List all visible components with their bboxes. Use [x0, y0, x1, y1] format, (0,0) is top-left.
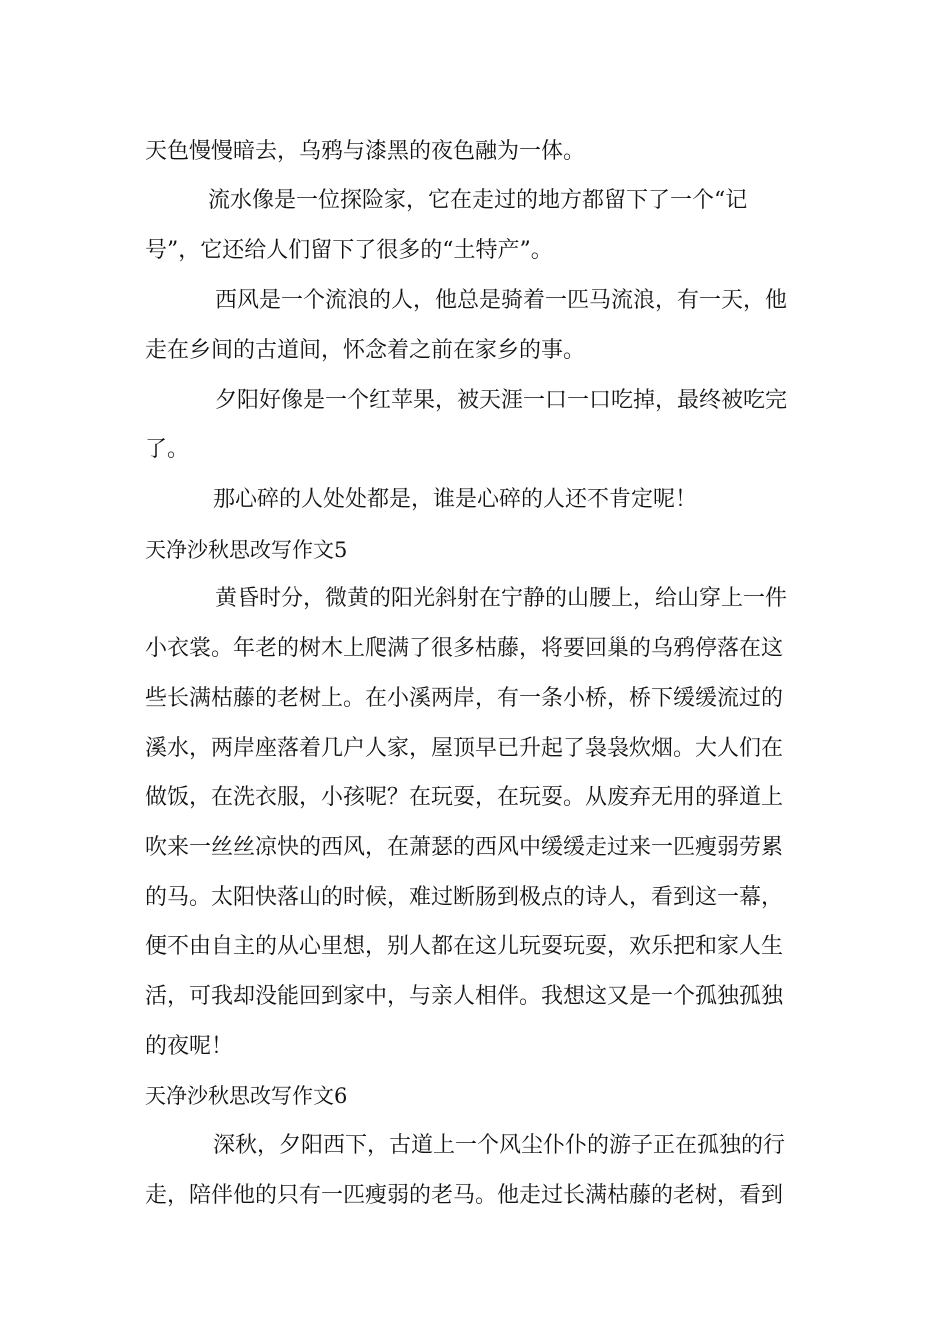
section-heading: 天净沙秋思改写作文6: [145, 1084, 348, 1108]
paragraph-line: 号”，它还给人们留下了很多的“土特产”。: [145, 238, 553, 263]
paragraph-line: 西风是一个流浪的人，他总是骑着一匹马流浪，有一天，他: [215, 288, 788, 313]
paragraph-line: 活，可我却没能回到家中，与亲人相伴。我想这又是一个孤独孤独: [145, 984, 784, 1009]
paragraph-line: 小衣裳。年老的树木上爬满了很多枯藤，将要回巢的乌鸦停落在这: [145, 636, 784, 661]
paragraph-line: 做饭，在洗衣服，小孩呢？在玩耍，在玩耍。从废弃无用的驿道上: [145, 785, 784, 810]
paragraph-line: 深秋，夕阳西下，古道上一个风尘仆仆的游子正在孤独的行: [213, 1133, 786, 1158]
paragraph-line: 走，陪伴他的只有一匹瘦弱的老马。他走过长满枯藤的老树，看到: [145, 1183, 784, 1208]
paragraph-line: 了。: [145, 437, 190, 462]
paragraph-line: 流水像是一位探险家，它在走过的地方都留下了一个“记: [208, 188, 748, 213]
paragraph-line: 黄昏时分，微黄的阳光斜射在宁静的山腰上，给山穿上一件: [215, 586, 788, 611]
paragraph-line: 夕阳好像是一个红苹果，被天涯一口一口吃掉，最终被吃完: [215, 388, 788, 413]
paragraph-line: 溪水，两岸座落着几户人家，屋顶早已升起了袅袅炊烟。大人们在: [145, 736, 784, 761]
paragraph-line: 天色慢慢暗去，乌鸦与漆黑的夜色融为一体。: [145, 139, 586, 164]
paragraph-line: 吹来一丝丝凉快的西风，在萧瑟的西风中缓缓走过来一匹瘦弱劳累: [145, 835, 784, 860]
paragraph-line: 些长满枯藤的老树上。在小溪两岸，有一条小桥，桥下缓缓流过的: [145, 686, 784, 711]
paragraph-line: 的马。太阳快落山的时候，难过断肠到极点的诗人，看到这一幕，: [145, 885, 784, 910]
paragraph-line: 的夜呢！: [145, 1034, 234, 1059]
section-heading: 天净沙秋思改写作文5: [145, 538, 348, 562]
paragraph-line: 那心碎的人处处都是，谁是心碎的人还不肯定呢！: [213, 487, 698, 512]
paragraph-line: 便不由自主的从心里想，别人都在这儿玩耍玩耍，欢乐把和家人生: [145, 934, 784, 959]
paragraph-line: 走在乡间的古道间，怀念着之前在家乡的事。: [145, 338, 586, 363]
